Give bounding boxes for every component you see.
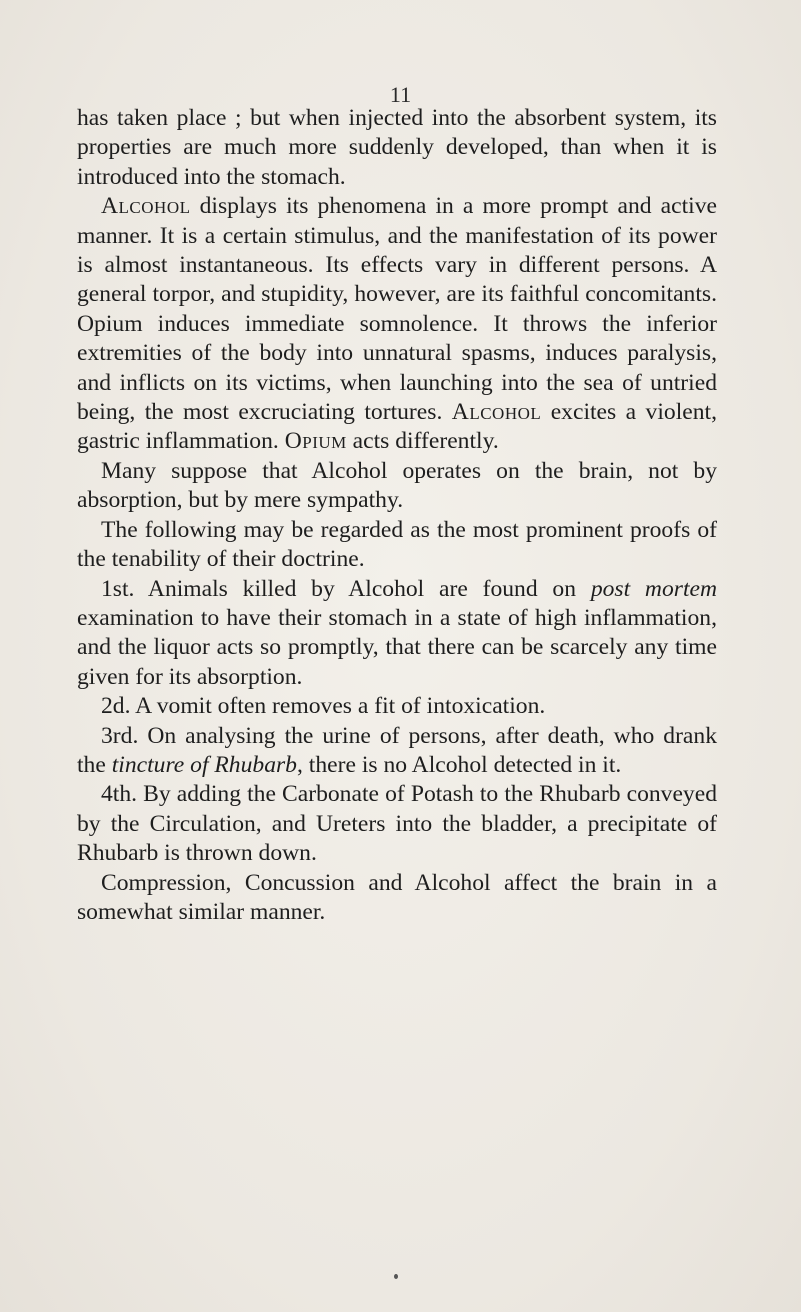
term-alcohol: Alcohol: [101, 193, 191, 220]
paragraph-2-text-b: excites a violent, gastric inflammation.: [77, 399, 717, 455]
italic-tincture-of-rhubarb: tincture of Rhubarb: [111, 751, 297, 778]
paragraph-1: has taken place ; but when injected into the absorbent system, its properties are much more suddenly developed, than when it is introduced into the stomach.: [77, 105, 717, 190]
paragraph-4: The following may be regarded as the most prominent proofs of the tenability of their doctrine.: [77, 516, 717, 573]
paragraph-2-text-c: acts differently.: [346, 428, 499, 455]
paragraph-5-text-a: 1st. Animals killed by Alcohol are found on: [101, 575, 591, 602]
paragraph-2: [77, 192, 717, 457]
paragraph-8: 4th. By adding the Carbonate of Potash to the Rhubarb conveyed by the Circulation, and Ureters into the bladder, a precipitate of Rhubarb is thrown down.: [77, 781, 717, 867]
paragraph-7: [77, 722, 717, 781]
paragraph-7-text-a: 3rd. On analysing the urine of persons, after death, who drank the: [77, 722, 717, 778]
term-alcohol-2: Alcohol: [451, 399, 542, 426]
paragraph-9: Compression, Concussion and Alcohol affect the brain in a somewhat similar manner.: [77, 869, 717, 925]
italic-post-mortem: post mortem: [590, 575, 718, 602]
page-number: 11: [389, 82, 412, 107]
term-opium: Opium: [284, 428, 347, 455]
printer-mark: [394, 1274, 398, 1279]
body-text: [77, 104, 717, 927]
paragraph-7-text-b: , there is no Alcohol detected in it.: [296, 751, 622, 778]
paragraph-3: Many suppose that Alcohol operates on the brain, not by absorption, but by mere sympathy.: [77, 457, 717, 514]
paragraph-5: [77, 575, 717, 693]
paragraph-2-text-a: displays its phenomena in a more prompt and active manner. It is a certain stimulus, and the manifestation of its power is almost instantaneous. Its effects vary in different persons. A general torpor, and stupidity, however, are its faithful concomitants. Opium induces immediate somnolence. It throws the inferior extremities of the body into unnatural spasms, induces paralysis, and inflicts on its victims, when launching into the sea of untried being, the most excruciating tortures.: [77, 193, 717, 426]
paragraph-6: 2d. A vomit often removes a fit of intoxication.: [101, 693, 546, 720]
paragraph-5-text-b: examination to have their stomach in a state of high inflammation, and the liquor acts so promptly, that there can be scarcely any time given for its absorption.: [77, 604, 717, 690]
